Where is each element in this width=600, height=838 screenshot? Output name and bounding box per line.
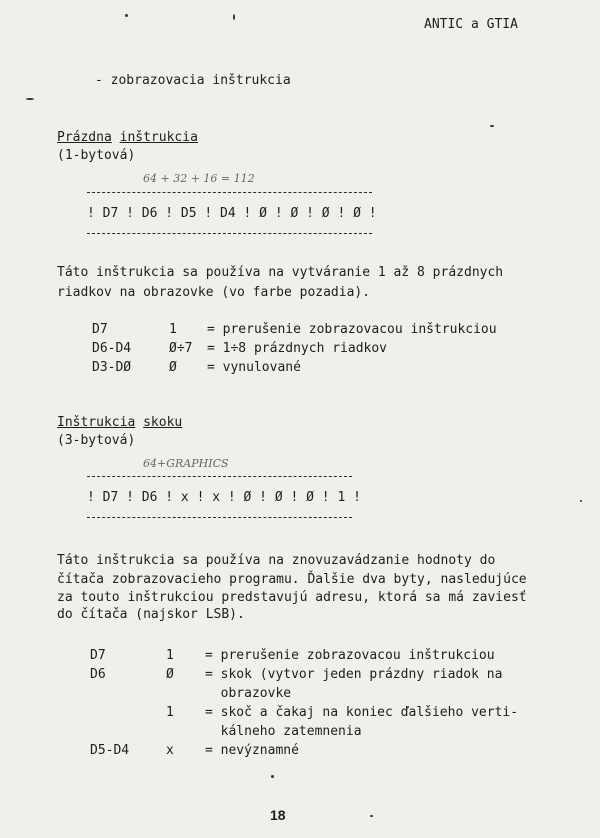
bit-value: x bbox=[166, 743, 174, 758]
bit-name: D6-D4 bbox=[92, 341, 132, 356]
bit-name: D7 bbox=[90, 648, 106, 663]
title-word-2: skoku bbox=[143, 415, 183, 430]
scan-speck bbox=[271, 775, 274, 778]
paragraph-line: za touto inštrukciou predstavujú adresu, ktorá sa má zaviesť bbox=[57, 590, 527, 605]
divider bbox=[87, 517, 352, 518]
divider bbox=[87, 192, 372, 193]
bit-value: Ø bbox=[166, 667, 174, 682]
bit-description: = skoč a čakaj na koniec ďalšieho verti- bbox=[205, 705, 519, 720]
bit-value: 1 bbox=[166, 705, 174, 720]
title-word-1: Inštrukcia bbox=[57, 415, 136, 430]
paragraph-line: Táto inštrukcia sa používa na znovuzavádzanie hodnoty do bbox=[57, 553, 496, 568]
bit-value: Ø bbox=[169, 360, 177, 375]
bit-value: 1 bbox=[169, 322, 177, 337]
bit-description: = skok (vytvor jeden prázdny riadok na bbox=[205, 667, 503, 682]
bit-layout: ! D7 ! D6 ! x ! x ! Ø ! Ø ! Ø ! 1 ! bbox=[87, 490, 361, 505]
divider bbox=[87, 476, 352, 477]
bit-description: = 1÷8 prázdnych riadkov bbox=[207, 341, 388, 356]
scan-speck bbox=[580, 500, 582, 502]
paragraph-line: čítača zobrazovacieho programu. Ďalšie dva byty, nasledujúce bbox=[57, 572, 527, 587]
handwritten-note: 64+GRAPHICS bbox=[143, 457, 229, 470]
paragraph-line: do čítača (najskor LSB). bbox=[57, 607, 245, 622]
bit-description: = prerušenie zobrazovacou inštrukciou bbox=[207, 322, 497, 337]
bit-value: Ø÷7 bbox=[169, 341, 193, 356]
bit-description: obrazovke bbox=[205, 686, 292, 701]
title-word-2: inštrukcia bbox=[119, 130, 198, 145]
bit-name: D6 bbox=[90, 667, 106, 682]
bit-name: D5-D4 bbox=[90, 743, 130, 758]
bit-name: D3-DØ bbox=[92, 360, 132, 375]
section-subtitle: (3-bytová) bbox=[57, 433, 136, 448]
handwritten-note: 64 + 32 + 16 = 112 bbox=[143, 172, 255, 185]
bit-description: = prerušenie zobrazovacou inštrukciou bbox=[205, 648, 495, 663]
scan-speck bbox=[490, 125, 494, 127]
running-header: ANTIC a GTIA bbox=[424, 17, 518, 32]
bit-value: 1 bbox=[166, 648, 174, 663]
intro-line: - zobrazovacia inštrukcia bbox=[95, 73, 291, 88]
scan-speck bbox=[125, 14, 128, 17]
scan-speck bbox=[233, 14, 235, 20]
scan-speck bbox=[26, 98, 34, 100]
paragraph-line: riadkov na obrazovke (vo farbe pozadia). bbox=[57, 285, 371, 300]
bit-description: = vynulované bbox=[207, 360, 301, 375]
bit-layout: ! D7 ! D6 ! D5 ! D4 ! Ø ! Ø ! Ø ! Ø ! bbox=[87, 206, 377, 221]
section-title bbox=[57, 415, 182, 431]
section-title bbox=[57, 130, 198, 146]
section-subtitle: (1-bytová) bbox=[57, 148, 136, 163]
bit-description: kálneho zatemnenia bbox=[205, 724, 362, 739]
bit-description: = nevýznamné bbox=[205, 743, 299, 758]
bit-name: D7 bbox=[92, 322, 108, 337]
page-number: 18 bbox=[270, 807, 286, 823]
paragraph-line: Táto inštrukcia sa používa na vytváranie 1 až 8 prázdnych bbox=[57, 265, 504, 280]
scan-speck bbox=[370, 815, 373, 817]
divider bbox=[87, 233, 372, 234]
title-word-1: Prázdna bbox=[57, 130, 112, 145]
